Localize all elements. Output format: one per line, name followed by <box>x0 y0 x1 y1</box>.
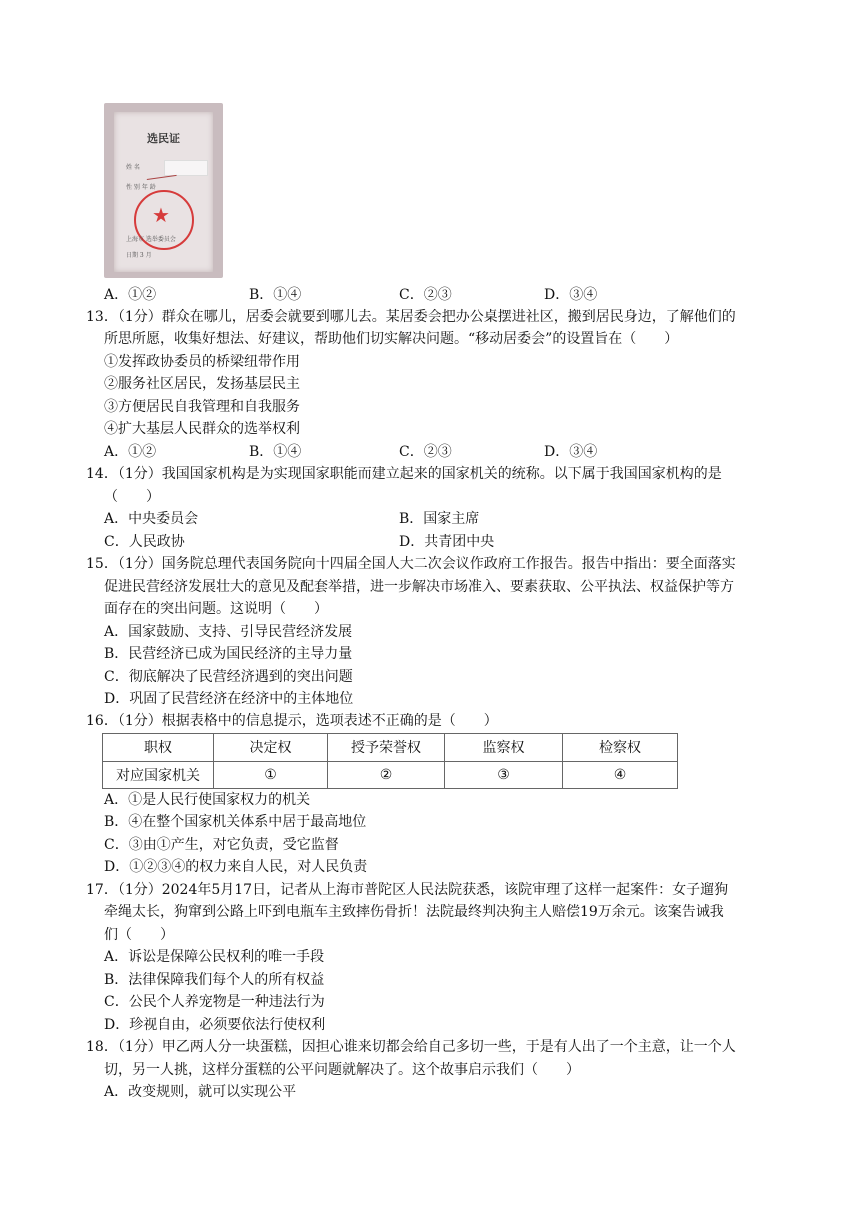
voter-card-name-label: 姓 名 <box>126 164 140 171</box>
q13-item-2: ②服务社区居民，发扬基层民主 <box>104 376 300 392</box>
q17-stem-line1: 17．（1分）2024年5月17日，记者从上海市普陀区人民法院获悉，该院审理了这样一起案件：女子遛狗 <box>86 882 729 898</box>
table-header-cell: 职权 <box>103 734 214 762</box>
q12-options <box>104 285 804 305</box>
table-header-row <box>103 734 678 762</box>
table-header-cell: 授予荣誉权 <box>328 734 445 762</box>
q16-option-d[interactable]: D．①②③④的权力来自人民，对人民负责 <box>104 859 368 875</box>
q15-option-a[interactable]: A．国家鼓励、支持、引导民营经济发展 <box>104 624 353 640</box>
q17-option-d[interactable]: D．珍视自由，必须要依法行使权利 <box>104 1017 326 1033</box>
q12-option-d[interactable]: D．③④ <box>544 287 598 303</box>
q13-options <box>104 442 804 462</box>
table-cell: ③ <box>445 761 563 789</box>
q14-stem-line2: （ ） <box>104 489 160 505</box>
q13-option-b[interactable]: B．①④ <box>249 444 302 460</box>
q17-stem-line3: 们（ ） <box>104 927 174 943</box>
voter-card-image <box>104 103 223 278</box>
voter-card-gender-age: 性 别 年 龄 <box>126 184 156 191</box>
q14-stem-line1: 14．（1分）我国国家机构是为实现国家职能而建立起来的国家机关的统称。以下属于我国国家机构的是 <box>86 466 722 482</box>
voter-card-issuer: 上海市 选举委员会 <box>126 236 176 243</box>
q16-option-c[interactable]: C．③由①产生，对它负责，受它监督 <box>104 837 339 853</box>
q14-option-c[interactable]: C．人民政协 <box>104 534 185 550</box>
table-header-cell: 监察权 <box>445 734 563 762</box>
q13-item-3: ③方便居民自我管理和自我服务 <box>104 399 300 415</box>
q13-stem-line2: 所思所愿，收集好想法、好建议，帮助他们切实解决问题。“移动居委会”的设置旨在（ ） <box>104 331 679 347</box>
table-header-cell: 检察权 <box>563 734 678 762</box>
q14-options-row1 <box>104 509 804 529</box>
table-cell: ④ <box>563 761 678 789</box>
handwriting-mark <box>145 165 176 180</box>
q13-item-1: ①发挥政协委员的桥梁纽带作用 <box>104 354 300 370</box>
q15-stem-line1: 15．（1分）国务院总理代表国务院向十四届全国人大二次会议作政府工作报告。报告中指出：要全面落实 <box>86 556 736 572</box>
q15-option-c[interactable]: C．彻底解决了民营经济遇到的突出问题 <box>104 669 353 685</box>
q17-option-c[interactable]: C．公民个人养宠物是一种违法行为 <box>104 994 325 1010</box>
q12-option-c[interactable]: C．②③ <box>399 287 452 303</box>
q18-stem-line1: 18．（1分）甲乙两人分一块蛋糕，因担心谁来切都会给自己多切一些，于是有人出了一个主意，让一个人 <box>86 1039 736 1055</box>
table-cell: ② <box>328 761 445 789</box>
q12-option-b[interactable]: B．①④ <box>249 287 302 303</box>
q13-option-a[interactable]: A．①② <box>104 444 157 460</box>
q15-option-b[interactable]: B．民营经济已成为国民经济的主导力量 <box>104 646 353 662</box>
q16-stem: 16．（1分）根据表格中的信息提示，选项表述不正确的是（ ） <box>86 713 498 729</box>
q14-option-b[interactable]: B．国家主席 <box>399 511 480 527</box>
q17-option-a[interactable]: A．诉讼是保障公民权利的唯一手段 <box>104 949 325 965</box>
q15-stem-line2: 促进民营经济发展壮大的意见及配套举措，进一步解决市场准入、要素获取、公平执法、权益保护等方 <box>104 579 734 595</box>
table-row <box>103 761 678 789</box>
q17-option-b[interactable]: B．法律保障我们每个人的所有权益 <box>104 972 325 988</box>
voter-card-title: 选民证 <box>147 132 180 145</box>
q14-option-d[interactable]: D．共青团中央 <box>399 534 495 550</box>
seal-star-icon: ★ <box>152 203 170 227</box>
q13-option-d[interactable]: D．③④ <box>544 444 598 460</box>
q14-option-a[interactable]: A．中央委员会 <box>104 511 199 527</box>
table-header-cell: 决定权 <box>214 734 328 762</box>
q14-options-row2 <box>104 532 804 552</box>
voter-card-date: 日期 3 月 <box>126 252 152 259</box>
q18-option-a[interactable]: A．改变规则，就可以实现公平 <box>104 1084 297 1100</box>
q13-stem-line1: 13．（1分）群众在哪儿，居委会就要到哪儿去。某居委会把办公桌摆进社区，搬到居民身边，了解他们的 <box>86 309 736 325</box>
q13-item-4: ④扩大基层人民群众的选举权利 <box>104 421 300 437</box>
q15-stem-line3: 面存在的突出问题。这说明（ ） <box>104 601 328 617</box>
q16-option-b[interactable]: B．④在整个国家机关体系中居于最高地位 <box>104 814 367 830</box>
q16-option-a[interactable]: A．①是人民行使国家权力的机关 <box>104 792 311 808</box>
q17-stem-line2: 牵绳太长，狗窜到公路上吓到电瓶车主致摔伤骨折！法院最终判决狗主人赔偿19万余元。该案告诫我 <box>104 904 724 920</box>
q13-option-c[interactable]: C．②③ <box>399 444 452 460</box>
q18-stem-line2: 切，另一人挑，这样分蛋糕的公平问题就解决了。这个故事启示我们（ ） <box>104 1062 580 1078</box>
table-cell: ① <box>214 761 328 789</box>
q15-option-d[interactable]: D．巩固了民营经济在经济中的主体地位 <box>104 691 354 707</box>
q12-option-a[interactable]: A．①② <box>104 287 157 303</box>
table-cell: 对应国家机关 <box>103 761 214 789</box>
q16-table <box>102 733 678 789</box>
